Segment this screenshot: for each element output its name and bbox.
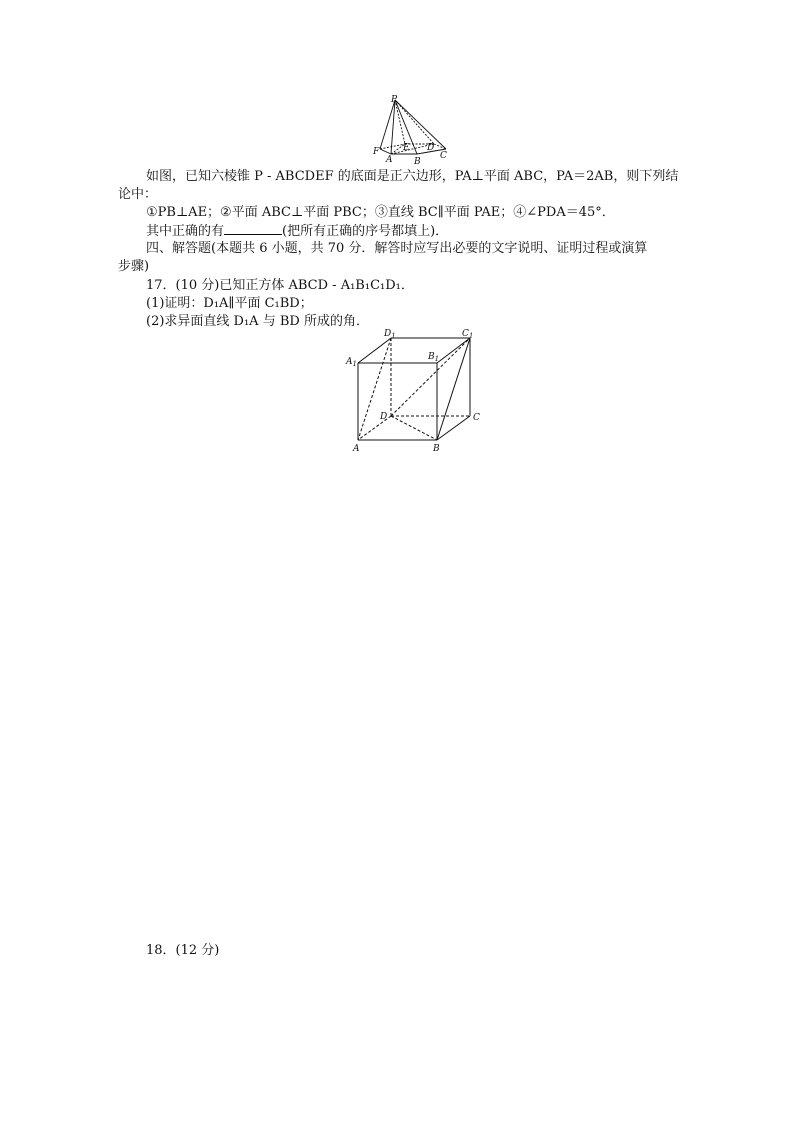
hexagonal-pyramid-figure: [370, 94, 454, 166]
q17-title: 17．(10 分)已知正方体 ABCD - A₁B₁C₁D₁．: [146, 278, 414, 293]
answer-blank: [224, 222, 282, 235]
q18-title: 18．(12 分): [146, 943, 220, 958]
label-E: E: [403, 143, 410, 153]
q16-answer-prompt: 其中正确的有: [146, 224, 225, 239]
q16-options: ①PB⊥AE；②平面 ABC⊥平面 PBC；③直线 BC∥平面 PAE；④∠PDA＝45°．: [146, 205, 615, 220]
cube-figure: [340, 326, 486, 456]
section4-heading-line1: 四、解答题(本题共 6 小题，共 70 分．解答时应写出必要的文字说明、证明过程或演算: [146, 241, 648, 256]
label-P: P: [391, 95, 398, 105]
q16-stem-line1: 如图，已知六棱锥 P - ABCDEF 的底面是正六边形，PA⊥平面 ABC，PA＝2AB，则下列结: [146, 169, 679, 184]
label-D: D: [427, 143, 435, 153]
cube-label-A1: $A_1$: [346, 357, 357, 368]
cube-label-B1: $B_1$: [428, 352, 440, 363]
cube-label-A: A: [353, 444, 360, 454]
section4-heading-line2: 步骤): [118, 259, 150, 274]
q17-part2: (2)求异面直线 D₁A 与 BD 所成的角．: [146, 314, 369, 329]
label-F: F: [373, 147, 380, 157]
label-A: A: [386, 155, 393, 165]
cube-label-D: D: [380, 412, 388, 422]
cube-label-C: C: [473, 413, 480, 423]
q16-answer-line: [146, 222, 448, 241]
q17-part1: (1)证明：D₁A∥平面 C₁BD；: [146, 296, 313, 311]
label-C: C: [440, 151, 447, 161]
q16-stem-line2: 论中：: [118, 187, 158, 202]
label-B: B: [414, 157, 421, 166]
cube-label-D1: $D_1$: [384, 329, 396, 340]
cube-label-B: B: [433, 444, 440, 454]
cube-label-C1: $C_1$: [462, 329, 474, 340]
q16-answer-note: (把所有正确的序号都填上)．: [282, 224, 449, 239]
